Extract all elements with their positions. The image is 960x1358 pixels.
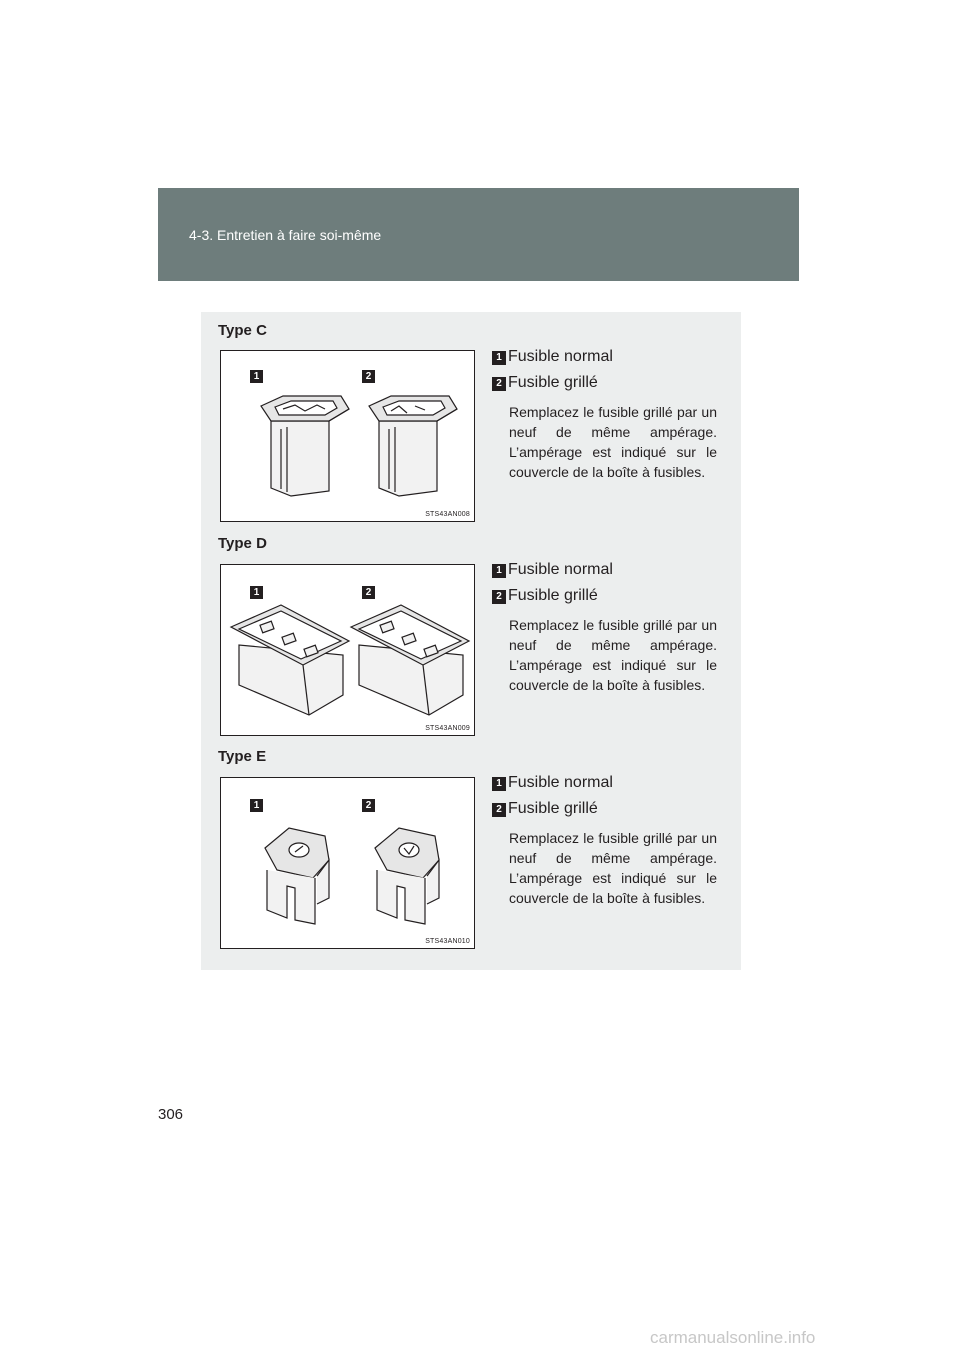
content-panel xyxy=(201,312,741,970)
figure-callout-1: 1 xyxy=(250,586,263,599)
figure-code: STS43AN009 xyxy=(425,725,470,732)
item-label: Fusible grillé xyxy=(508,587,598,604)
item-label: Fusible normal xyxy=(508,561,613,578)
section-description: Remplacez le fusible grillé par un neuf de même ampérage. L’ampérage est indiqué sur le couvercle de la boîte à fusibles. xyxy=(509,617,717,693)
item-number-badge: 2 xyxy=(492,590,506,604)
figure-callout-2: 2 xyxy=(362,799,375,812)
item-number-badge: 2 xyxy=(492,377,506,391)
figure-callout-1: 1 xyxy=(250,799,263,812)
figure-code: STS43AN008 xyxy=(425,511,470,518)
item-number-badge: 1 xyxy=(492,564,506,578)
item-label: Fusible grillé xyxy=(508,800,598,817)
watermark: carmanualsonline.info xyxy=(650,1328,816,1347)
page-number: 306 xyxy=(158,1106,184,1123)
section-title-type-e: Type E xyxy=(218,748,267,765)
section-title-type-c: Type C xyxy=(218,322,267,339)
item-label: Fusible normal xyxy=(508,348,613,365)
section-description: Remplacez le fusible grillé par un neuf de même ampérage. L’ampérage est indiqué sur le couvercle de la boîte à fusibles. xyxy=(509,404,717,480)
figure-type-d xyxy=(220,564,475,736)
item-number-badge: 2 xyxy=(492,803,506,817)
chapter-header xyxy=(158,188,799,281)
figure-callout-2: 2 xyxy=(362,586,375,599)
chapter-title: 4-3. Entretien à faire soi-même xyxy=(189,227,382,243)
figure-callout-1: 1 xyxy=(250,370,263,383)
section-title-type-d: Type D xyxy=(218,535,267,552)
item-number-badge: 1 xyxy=(492,351,506,365)
figure-type-c xyxy=(220,350,475,522)
item-label: Fusible grillé xyxy=(508,374,598,391)
item-number-badge: 1 xyxy=(492,777,506,791)
item-label: Fusible normal xyxy=(508,774,613,791)
figure-type-e xyxy=(220,777,475,949)
figure-callout-2: 2 xyxy=(362,370,375,383)
section-description: Remplacez le fusible grillé par un neuf de même ampérage. L’ampérage est indiqué sur le couvercle de la boîte à fusibles. xyxy=(509,830,717,906)
figure-code: STS43AN010 xyxy=(425,938,470,945)
